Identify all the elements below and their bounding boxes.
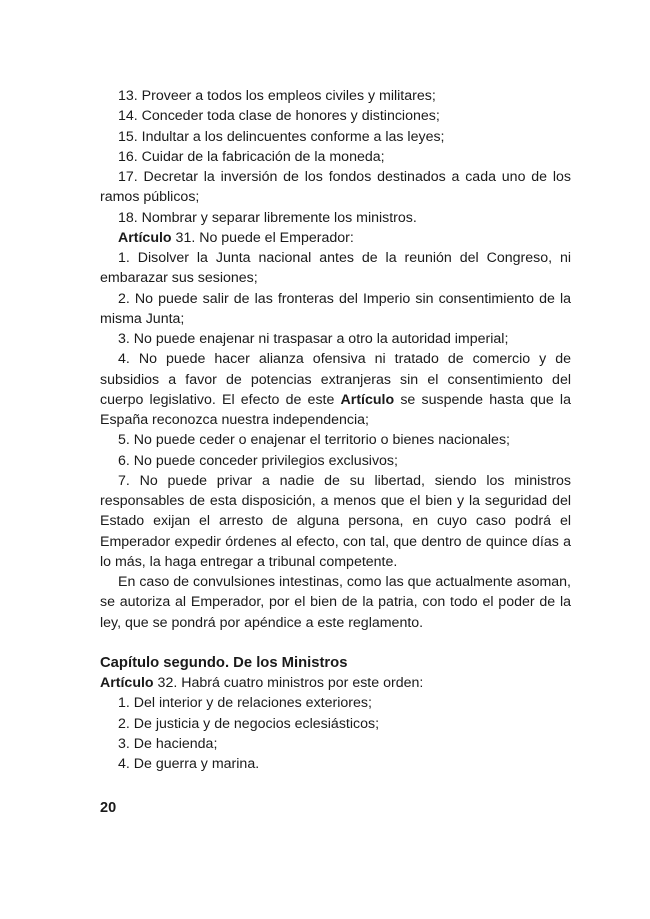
paragraph: En caso de convulsiones intestinas, como las que actualmente asoman, se autoriza al Emperador, por el bien de la patria, con todo el poder de la ley, que se pondrá por apéndice a este reglamento. [100,574,571,631]
list-item: 14. Conceder toda clase de honores y distinciones; [118,108,440,125]
article-label: Artículo [118,229,172,246]
list-item: 16. Cuidar de la fabricación de la moneda; [118,148,385,165]
chapter-title: Capítulo segundo. De los Ministros [100,654,348,671]
article-reference: Artículo [340,391,395,408]
article-label: Artículo [100,675,154,691]
list-item: 1. Disolver la Junta nacional antes de la reunión del Congreso, ni embarazar sus sesiones; [100,250,571,287]
list-item [100,349,571,430]
article-32-heading [100,673,571,693]
list-item: 18. Nombrar y separar libremente los ministros. [118,209,417,226]
page-number: 20 [100,800,117,816]
list-item: 2. No puede salir de las fronteras del Imperio sin consentimiento de la misma Junta; [100,290,571,327]
article-31-heading [100,228,571,248]
list-item: 5. No puede ceder o enajenar el territorio o bienes nacionales; [118,432,510,449]
list-item: 3. No puede enajenar ni traspasar a otro la autoridad imperial; [118,331,509,347]
list-item: 4. De guerra y marina. [118,756,260,772]
list-item: 1. Del interior y de relaciones exteriores; [118,695,372,712]
body-text [100,86,571,774]
list-item: 13. Proveer a todos los empleos civiles y militares; [118,88,436,104]
list-item: 2. De justicia y de negocios eclesiásticos; [118,715,380,732]
list-item: 17. Decretar la inversión de los fondos destinados a cada uno de los ramos públicos; [100,169,571,206]
list-item: 3. De hacienda; [118,735,218,752]
article-text: 31. No puede el Emperador: [171,229,354,246]
item-text: 4. No puede hacer alianza ofensiva ni tratado de comercio y de subsidios a favor de potencias extranjeras sin el consentimiento del cuerpo legislativo. El efecto de este [100,351,571,408]
item-text: se suspende hasta que la España reconozca nuestra independencia; [100,391,571,428]
list-item: 6. No puede conceder privilegios exclusivos; [118,452,398,469]
list-item: 7. No puede privar a nadie de su libertad, siendo los ministros responsables de esta disposición, a menos que el bien y la seguridad del Estado exijan el arresto de alguna persona, en cuyo caso podrá el Emperador expedir órdenes al efecto, con tal, que dentro de quince días a lo más, la haga entregar a tribunal competente. [100,472,571,570]
article-text: 32. Habrá cuatro ministros por este orden: [153,675,424,691]
list-item: 15. Indultar a los delincuentes conforme a las leyes; [118,128,445,145]
